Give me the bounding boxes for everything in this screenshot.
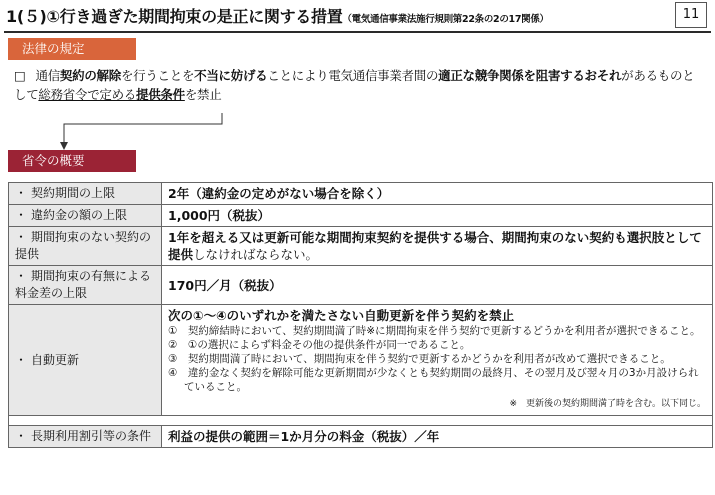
- law-text-fragment: があるものとして: [14, 68, 695, 102]
- table-row: [9, 227, 713, 266]
- row-value: 1,000円（税抜）: [162, 205, 713, 227]
- checkbox-glyph: □: [14, 68, 26, 83]
- row-value: 1年を超える又は更新可能な期間拘束契約を提供する場合、期間拘束のない契約も選択肢として提供しなければならない。: [162, 227, 713, 266]
- law-text-fragment: を禁止: [184, 87, 222, 102]
- law-text-fragment: を行うことを: [120, 68, 195, 83]
- page-title-subtitle: （電気通信事業法施行規則第22条の2の17関係）: [342, 14, 549, 25]
- law-section-tab: 法律の規定: [8, 38, 136, 60]
- auto-renewal-item: ① 契約締結時において、契約期間満了時※に期間拘束を伴う契約で更新するどうかを利用者が選択できること。: [168, 325, 701, 337]
- law-text-fragment: ことにより電気通信事業者間の: [267, 68, 439, 83]
- page-number: 11: [675, 2, 707, 28]
- row-label: ・ 期間拘束の有無による料金差の上限: [9, 266, 162, 305]
- law-text-fragment: 提供条件: [136, 87, 185, 102]
- table-row: [9, 426, 713, 448]
- auto-renewal-heading: 次の①～④のいずれかを満たさない自動更新を伴う契約を禁止: [168, 308, 515, 323]
- row-value: 利益の提供の範囲＝1か月分の料金（税抜）／年: [162, 426, 713, 448]
- ordinance-section-tab: 省令の概要: [8, 150, 136, 172]
- law-text-fragment: 通信: [35, 68, 60, 83]
- table-spacer: [9, 416, 713, 426]
- law-text-fragment: 適正な競争関係を阻害するおそれ: [438, 68, 622, 83]
- table-row: [9, 266, 713, 305]
- law-text-fragment: 総務省令で定める: [38, 87, 137, 102]
- row-value: 2年（違約金の定めがない場合を除く）: [162, 183, 713, 205]
- table-row: [9, 305, 713, 416]
- auto-renewal-item: ② ①の選択によらず料金その他の提供条件が同一であること。: [168, 339, 471, 351]
- row-label: ・ 違約金の額の上限: [9, 205, 162, 227]
- law-text-fragment: 不当に妨げる: [194, 68, 268, 83]
- row-label: ・ 期間拘束のない契約の提供: [9, 227, 162, 266]
- footnote: ※ 更新後の契約期間満了時を含む。以下同じ。: [509, 399, 706, 409]
- row-label: ・ 契約期間の上限: [9, 183, 162, 205]
- row-value: 170円／月（税抜）: [162, 266, 713, 305]
- law-text-fragment: 契約の解除: [59, 68, 121, 83]
- auto-renewal-item: ③ 契約期間満了時において、期間拘束を伴う契約で更新するかどうかを利用者が改めて選択できること。: [168, 353, 671, 365]
- auto-renewal-item: ④ 違約金なく契約を解除可能な更新期間が少なくとも契約期間の最終月、その翌月及び翌々月の3か月設けられていること。: [168, 367, 699, 393]
- table-row: [9, 205, 713, 227]
- page-title-main: 1(５)①行き過ぎた期間拘束の是正に関する措置: [6, 7, 343, 26]
- table-row: [9, 183, 713, 205]
- row-label: ・ 長期利用割引等の条件: [9, 426, 162, 448]
- ordinance-table: [8, 182, 713, 448]
- auto-renewal-cell: [162, 305, 713, 416]
- row-label: ・ 自動更新: [9, 305, 162, 416]
